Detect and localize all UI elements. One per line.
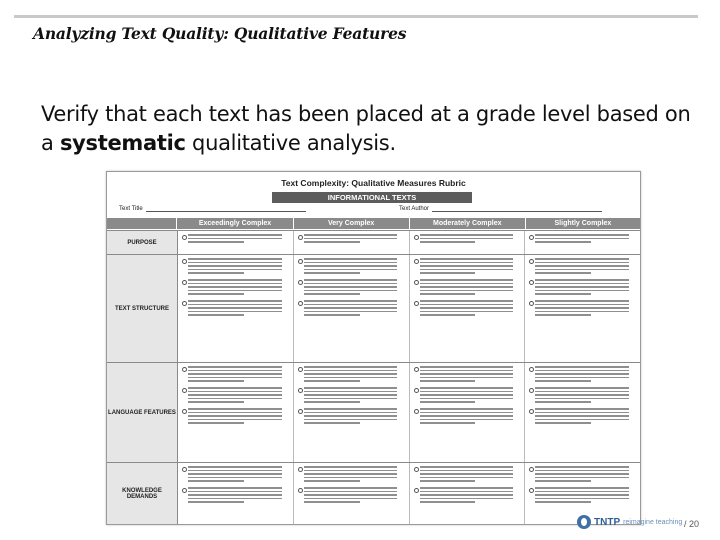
rubric-text-line bbox=[535, 477, 629, 479]
rubric-cell-item bbox=[529, 366, 637, 382]
rubric-text-line bbox=[420, 258, 514, 260]
rubric-cell bbox=[525, 363, 640, 463]
rubric-text-line bbox=[535, 304, 629, 306]
rubric-cell bbox=[410, 463, 526, 525]
rubric-row bbox=[107, 254, 640, 363]
rubric-text-line bbox=[304, 491, 398, 493]
rubric-text-line bbox=[188, 422, 244, 424]
rubric-column-header: Slightly Complex bbox=[525, 218, 640, 229]
rubric-text-line bbox=[188, 373, 282, 375]
rubric-text-line bbox=[188, 304, 282, 306]
rubric-cell-item bbox=[298, 258, 406, 274]
rubric-text-line bbox=[535, 394, 629, 396]
rubric-text-line bbox=[420, 494, 514, 496]
rubric-text-line bbox=[304, 501, 360, 503]
rubric-text-line bbox=[188, 394, 282, 396]
rubric-text-line bbox=[188, 265, 282, 267]
rubric-text-line bbox=[420, 304, 514, 306]
rubric-text-line bbox=[420, 473, 514, 475]
rubric-text-line bbox=[188, 262, 282, 264]
rubric-header-blank bbox=[107, 218, 176, 229]
rubric-row-label: PURPOSE bbox=[107, 231, 178, 255]
rubric-cell-item bbox=[414, 234, 522, 243]
rubric-text-line bbox=[188, 477, 282, 479]
body-text bbox=[41, 100, 691, 158]
rubric-cell bbox=[525, 255, 640, 363]
rubric-text-line bbox=[188, 501, 244, 503]
rubric-text-line bbox=[420, 279, 514, 281]
rubric-cell-item bbox=[529, 279, 637, 295]
rubric-text-line bbox=[535, 408, 629, 410]
rubric-text-line bbox=[304, 283, 398, 285]
rubric-text-line bbox=[188, 300, 282, 302]
rubric-text-line bbox=[188, 314, 244, 316]
rubric-text-line bbox=[188, 419, 282, 421]
body-text-end: qualitative analysis. bbox=[185, 131, 396, 155]
rubric-text-line bbox=[304, 494, 398, 496]
rubric-text-line bbox=[420, 265, 514, 267]
rubric-text-line bbox=[304, 314, 360, 316]
rubric-cell-item bbox=[414, 466, 522, 482]
rubric-text-line bbox=[188, 391, 282, 393]
rubric-text-line bbox=[304, 419, 398, 421]
rubric-row bbox=[107, 462, 640, 525]
rubric-text-line bbox=[420, 394, 514, 396]
rubric-text-line bbox=[420, 387, 514, 389]
rubric-row bbox=[107, 362, 640, 463]
rubric-text-line bbox=[535, 387, 629, 389]
rubric-cell-item bbox=[298, 300, 406, 316]
rubric-text-line bbox=[420, 415, 514, 417]
rubric-text-line bbox=[535, 401, 591, 403]
rubric-cell bbox=[294, 463, 410, 525]
rubric-text-line bbox=[304, 262, 398, 264]
rubric-cell-item bbox=[182, 279, 290, 295]
rubric-text-line bbox=[535, 498, 629, 500]
rubric-text-line bbox=[420, 283, 514, 285]
rubric-text-line bbox=[188, 238, 282, 240]
rubric-band-label: INFORMATIONAL TEXTS bbox=[327, 193, 417, 202]
rubric-text-line bbox=[304, 408, 398, 410]
rubric-text-line bbox=[420, 293, 476, 295]
rubric-text-line bbox=[188, 487, 282, 489]
rubric-text-line bbox=[420, 419, 514, 421]
rubric-text-line bbox=[304, 377, 398, 379]
rubric-text-line bbox=[304, 286, 398, 288]
rubric-cell-item bbox=[414, 408, 522, 424]
rubric-text-line bbox=[188, 480, 244, 482]
logo-tagline: reimagine teaching bbox=[623, 518, 683, 526]
rubric-text-line bbox=[420, 311, 514, 313]
footer-logo bbox=[577, 515, 682, 529]
rubric-text-line bbox=[535, 265, 629, 267]
rubric-text-line bbox=[535, 262, 629, 264]
rubric-text-line bbox=[420, 391, 514, 393]
rubric-text-line bbox=[420, 234, 514, 236]
body-text-start: Verify that each text has been placed at a grade level based on a bbox=[41, 102, 691, 155]
rubric-cell-item bbox=[182, 487, 290, 503]
rubric-cell bbox=[294, 363, 410, 463]
rubric-text-line bbox=[304, 412, 398, 414]
rubric-text-line bbox=[535, 286, 629, 288]
rubric-text-line bbox=[535, 487, 629, 489]
rubric-text-line bbox=[420, 373, 514, 375]
rubric-title: Text Complexity: Qualitative Measures Rubric bbox=[281, 178, 466, 188]
rubric-text-line bbox=[420, 366, 514, 368]
rubric-cell-item bbox=[298, 234, 406, 243]
rubric-cell-item bbox=[529, 466, 637, 482]
rubric-text-line bbox=[304, 265, 398, 267]
rubric-cell bbox=[410, 255, 526, 363]
rubric-text-line bbox=[304, 241, 360, 243]
rubric-text-line bbox=[535, 415, 629, 417]
rubric-text-line bbox=[535, 272, 591, 274]
rubric-text-line bbox=[420, 269, 514, 271]
rubric-text-line bbox=[535, 373, 629, 375]
rubric-text-line bbox=[535, 290, 629, 292]
rubric-text-line bbox=[535, 494, 629, 496]
rubric-cell-item bbox=[414, 366, 522, 382]
rubric-text-line bbox=[304, 398, 398, 400]
rubric-text-line bbox=[535, 314, 591, 316]
rubric-text-line bbox=[535, 241, 591, 243]
rubric-text-line bbox=[420, 491, 514, 493]
rubric-text-line bbox=[535, 466, 629, 468]
rubric-text-line bbox=[304, 293, 360, 295]
rubric-text-line bbox=[420, 401, 476, 403]
rubric-cell-item bbox=[414, 258, 522, 274]
rubric-text-line bbox=[535, 480, 591, 482]
rubric-text-line bbox=[535, 293, 591, 295]
rubric-text-line bbox=[535, 300, 629, 302]
rubric-text-line bbox=[535, 412, 629, 414]
rubric-cell bbox=[410, 231, 526, 255]
rubric-text-line bbox=[420, 380, 476, 382]
rubric-text-line bbox=[304, 279, 398, 281]
rubric-text-line bbox=[304, 466, 398, 468]
rubric-text-line bbox=[304, 366, 398, 368]
rubric-cell bbox=[178, 255, 294, 363]
rubric-text-line bbox=[535, 370, 629, 372]
rubric-text-line bbox=[304, 370, 398, 372]
rubric-column-header: Moderately Complex bbox=[409, 218, 525, 229]
rubric-text-line bbox=[535, 238, 629, 240]
rubric-text-line bbox=[420, 272, 476, 274]
rubric-text-line bbox=[535, 501, 591, 503]
rubric-text-title-label: Text Title bbox=[119, 206, 143, 212]
rubric-text-line bbox=[535, 258, 629, 260]
rubric-cell bbox=[178, 463, 294, 525]
rubric-row-label: LANGUAGE FEATURES bbox=[107, 363, 178, 463]
rubric-text-line bbox=[535, 422, 591, 424]
rubric-text-line bbox=[535, 419, 629, 421]
rubric-text-line bbox=[304, 307, 398, 309]
rubric-cell-item bbox=[298, 466, 406, 482]
rubric-text-line bbox=[304, 473, 398, 475]
rubric-cell-item bbox=[182, 387, 290, 403]
slide-title: Analyzing Text Quality: Qualitative Features bbox=[33, 24, 407, 43]
rubric-text-line bbox=[304, 394, 398, 396]
rubric-text-line bbox=[304, 290, 398, 292]
rubric-text-line bbox=[420, 408, 514, 410]
rubric-text-line bbox=[420, 480, 476, 482]
body-text-emphasis: systematic bbox=[59, 131, 186, 155]
rubric-cell bbox=[178, 363, 294, 463]
rubric-text-line bbox=[420, 487, 514, 489]
rubric-text-line bbox=[304, 415, 398, 417]
rubric-cell-item bbox=[529, 408, 637, 424]
rubric-column-header: Very Complex bbox=[293, 218, 409, 229]
rubric-text-line bbox=[188, 307, 282, 309]
rubric-text-line bbox=[188, 241, 244, 243]
rubric-cell-item bbox=[529, 300, 637, 316]
rubric-text-line bbox=[420, 241, 476, 243]
rubric-cell-item bbox=[529, 487, 637, 503]
rubric-cell-item bbox=[182, 366, 290, 382]
rubric-text-line bbox=[420, 422, 476, 424]
rubric-text-line bbox=[420, 370, 514, 372]
rubric-text-line bbox=[535, 398, 629, 400]
rubric-cell-item bbox=[414, 300, 522, 316]
rubric-cell-item bbox=[182, 258, 290, 274]
rubric-text-line bbox=[188, 234, 282, 236]
rubric-text-line bbox=[188, 290, 282, 292]
rubric-cell-item bbox=[414, 487, 522, 503]
logo-text: TNTP bbox=[594, 516, 621, 528]
rubric-text-line bbox=[304, 373, 398, 375]
rubric-row-label: TEXT STRUCTURE bbox=[107, 255, 178, 363]
rubric-cell-item bbox=[298, 366, 406, 382]
rubric-text-line bbox=[304, 387, 398, 389]
rubric-cell bbox=[178, 231, 294, 255]
rubric-text-line bbox=[535, 380, 591, 382]
rubric-cell-item bbox=[182, 300, 290, 316]
rubric-text-line bbox=[188, 272, 244, 274]
rubric-text-line bbox=[535, 366, 629, 368]
rubric-band bbox=[272, 192, 472, 203]
rubric-text-line bbox=[420, 412, 514, 414]
rubric-text-line bbox=[304, 480, 360, 482]
rubric-text-line bbox=[535, 269, 629, 271]
rubric-text-line bbox=[304, 391, 398, 393]
rubric-cell-item bbox=[414, 279, 522, 295]
rubric-text-line bbox=[535, 391, 629, 393]
logo-icon bbox=[577, 515, 591, 529]
rubric-text-line bbox=[420, 477, 514, 479]
rubric-header-row bbox=[107, 218, 640, 229]
rubric-cell-item bbox=[182, 408, 290, 424]
rubric-text-line bbox=[535, 491, 629, 493]
rubric-cell bbox=[410, 363, 526, 463]
rubric-text-author-label: Text Author bbox=[399, 206, 430, 212]
rubric-cell-item bbox=[298, 279, 406, 295]
rubric-text-title-field bbox=[119, 206, 306, 212]
rubric-row bbox=[107, 230, 640, 255]
rubric-text-line bbox=[420, 498, 514, 500]
top-rule bbox=[14, 15, 698, 18]
rubric-text-line bbox=[535, 283, 629, 285]
rubric-cell-item bbox=[298, 387, 406, 403]
rubric-text-line bbox=[420, 314, 476, 316]
rubric-column-header: Exceedingly Complex bbox=[176, 218, 292, 229]
rubric-text-line bbox=[420, 501, 476, 503]
rubric-cell-item bbox=[414, 387, 522, 403]
rubric-text-line bbox=[420, 307, 514, 309]
rubric-text-line bbox=[304, 269, 398, 271]
rubric-text-line bbox=[188, 398, 282, 400]
rubric-text-line bbox=[420, 300, 514, 302]
rubric-text-line bbox=[188, 286, 282, 288]
rubric-text-line bbox=[188, 258, 282, 260]
rubric-text-line bbox=[535, 473, 629, 475]
rubric-cell bbox=[525, 231, 640, 255]
rubric-text-line bbox=[188, 377, 282, 379]
rubric-text-line bbox=[188, 269, 282, 271]
rubric-text-line bbox=[188, 366, 282, 368]
rubric-text-line bbox=[188, 370, 282, 372]
rubric-text-line bbox=[304, 300, 398, 302]
rubric-text-line bbox=[420, 238, 514, 240]
rubric-text-line bbox=[188, 494, 282, 496]
rubric-text-line bbox=[535, 307, 629, 309]
rubric-text-line bbox=[304, 470, 398, 472]
rubric-text-line bbox=[304, 401, 360, 403]
rubric-text-line bbox=[304, 498, 398, 500]
rubric-cell bbox=[294, 231, 410, 255]
rubric-text-line bbox=[420, 290, 514, 292]
rubric-text-line bbox=[188, 412, 282, 414]
rubric-image bbox=[106, 171, 641, 525]
rubric-text-line bbox=[188, 408, 282, 410]
rubric-cell-item bbox=[529, 258, 637, 274]
rubric-text-line bbox=[188, 415, 282, 417]
rubric-text-line bbox=[304, 487, 398, 489]
rubric-text-line bbox=[420, 377, 514, 379]
rubric-text-line bbox=[188, 401, 244, 403]
rubric-text-line bbox=[188, 470, 282, 472]
rubric-text-line bbox=[188, 466, 282, 468]
rubric-text-line bbox=[420, 466, 514, 468]
rubric-cell-item bbox=[529, 387, 637, 403]
rubric-text-line bbox=[304, 234, 398, 236]
rubric-text-line bbox=[188, 387, 282, 389]
rubric-cell-item bbox=[182, 466, 290, 482]
rubric-text-line bbox=[304, 238, 398, 240]
rubric-cell-item bbox=[298, 408, 406, 424]
rubric-text-line bbox=[420, 286, 514, 288]
rubric-text-line bbox=[304, 311, 398, 313]
rubric-text-line bbox=[188, 283, 282, 285]
rubric-text-line bbox=[188, 380, 244, 382]
rubric-text-line bbox=[304, 258, 398, 260]
rubric-text-line bbox=[535, 234, 629, 236]
rubric-text-line bbox=[304, 477, 398, 479]
rubric-text-line bbox=[535, 311, 629, 313]
rubric-text-line bbox=[304, 272, 360, 274]
rubric-text-author-field bbox=[399, 206, 602, 212]
rubric-text-line bbox=[188, 491, 282, 493]
page-number: / 20 bbox=[684, 519, 700, 529]
rubric-text-line bbox=[420, 398, 514, 400]
rubric-text-line bbox=[535, 470, 629, 472]
rubric-text-line bbox=[420, 470, 514, 472]
rubric-row-label: KNOWLEDGE DEMANDS bbox=[107, 463, 178, 525]
rubric-text-line bbox=[304, 422, 360, 424]
rubric-cell-item bbox=[298, 487, 406, 503]
rubric-cell bbox=[294, 255, 410, 363]
rubric-cell-item bbox=[182, 234, 290, 243]
rubric-text-line bbox=[420, 262, 514, 264]
rubric-text-line bbox=[188, 279, 282, 281]
rubric-cell-item bbox=[529, 234, 637, 243]
rubric-text-line bbox=[188, 311, 282, 313]
rubric-text-line bbox=[188, 498, 282, 500]
rubric-text-line bbox=[188, 293, 244, 295]
rubric-text-line bbox=[535, 377, 629, 379]
rubric-text-line bbox=[535, 279, 629, 281]
rubric-text-line bbox=[304, 304, 398, 306]
rubric-text-line bbox=[188, 473, 282, 475]
rubric-text-line bbox=[304, 380, 360, 382]
